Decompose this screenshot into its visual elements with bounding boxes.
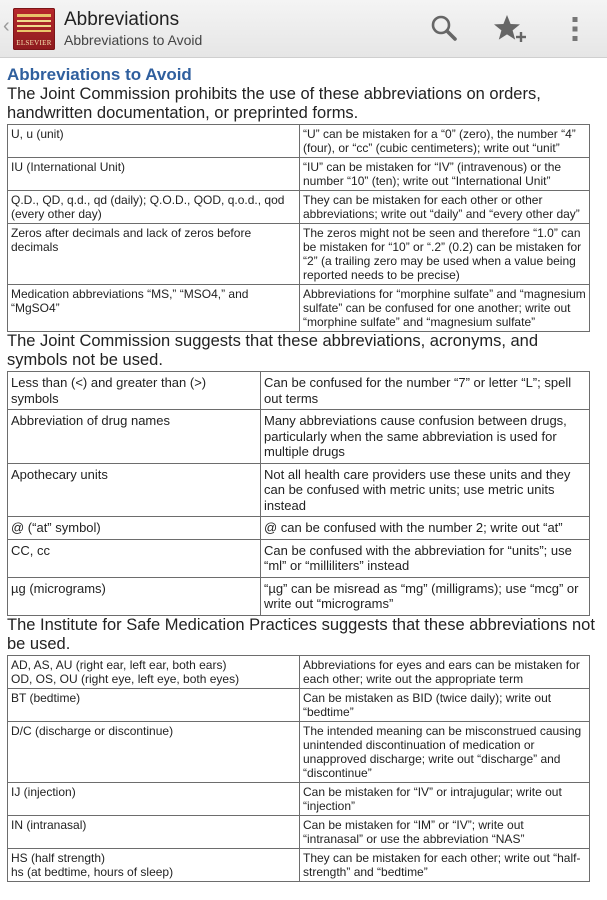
- table-row: [8, 688, 590, 721]
- section1-intro: The Joint Commission prohibits the use of these abbreviations on orders, handwritten documentation, or preprinted forms.: [7, 85, 541, 122]
- reason-cell: “µg” can be misread as “mg” (milligrams); use “mcg” or write out “micrograms”: [261, 577, 590, 615]
- table-row: [8, 125, 590, 158]
- abbreviation-cell: [8, 721, 300, 782]
- table-row: [8, 517, 590, 540]
- table-row: [8, 463, 590, 517]
- table-row: [8, 815, 590, 848]
- table-row: [8, 410, 590, 464]
- logo-brand-text: ELSEVIER: [16, 39, 52, 47]
- reason-cell: The intended meaning can be misconstrued causing unintended discontinuation of medication or unapproved discharge; write out “discharge” and “discontinue”: [300, 721, 590, 782]
- abbreviation-line: OD, OS, OU (right eye, left eye, both eyes): [11, 671, 240, 686]
- ismp-abbreviations-table: [7, 655, 590, 882]
- reason-cell: They can be mistaken for each other or other abbreviations; write out “daily” and “every other day”: [300, 191, 590, 224]
- table-row: [8, 655, 590, 688]
- abbreviation-cell: [8, 848, 300, 881]
- table-row: [8, 285, 590, 332]
- chevron-left-icon[interactable]: ‹: [3, 15, 10, 37]
- abbreviation-cell: CC, cc: [8, 539, 261, 577]
- reason-cell: Can be mistaken for “IV” or intrajugular; write out “injection”: [300, 782, 590, 815]
- abbreviation-cell: [8, 688, 300, 721]
- abbreviation-cell: U, u (unit): [8, 125, 300, 158]
- abbreviation-cell: [8, 815, 300, 848]
- reason-cell: They can be mistaken for each other; write out “half-strength” and “bedtime”: [300, 848, 590, 881]
- abbreviation-line: IJ (injection): [11, 784, 76, 799]
- abbreviation-line: AD, AS, AU (right ear, left ear, both ears): [11, 657, 227, 672]
- table-row: [8, 782, 590, 815]
- abbreviation-cell: Zeros after decimals and lack of zeros before decimals: [8, 224, 300, 285]
- reason-cell: Not all health care providers use these units and they can be confused with metric units; use metric units instead: [261, 463, 590, 517]
- reason-cell: “U” can be mistaken for a “0” (zero), the number “4” (four), or “cc” (cubic centimeters); write out “unit”: [300, 125, 590, 158]
- abbreviation-cell: IU (International Unit): [8, 158, 300, 191]
- suggested-abbreviations-table: [7, 371, 590, 616]
- app-title: Abbreviations: [64, 9, 180, 30]
- reason-cell: Many abbreviations cause confusion between drugs, particularly when the same abbreviation is used for multiple drugs: [261, 410, 590, 464]
- table-row: [8, 372, 590, 410]
- table-row: [8, 158, 590, 191]
- abbreviation-line: D/C (discharge or discontinue): [11, 723, 174, 738]
- app-subtitle: Abbreviations to Avoid: [64, 32, 203, 48]
- reason-cell: The zeros might not be seen and therefore “1.0” can be mistaken for “10” or “.2” (0.2) can be mistaken for “2” (a trailing zero may be used when a value being reported needs to be precise): [300, 224, 590, 285]
- reason-cell: “IU” can be mistaken for “IV” (intravenous) or the number “10” (ten); write out “International Unit”: [300, 158, 590, 191]
- table-row: [8, 539, 590, 577]
- reason-cell: Can be confused for the number “7” or letter “L”; spell out terms: [261, 372, 590, 410]
- abbreviation-cell: @ (“at” symbol): [8, 517, 261, 540]
- table-row: [8, 191, 590, 224]
- action-bar: [0, 0, 607, 58]
- app-logo[interactable]: [13, 8, 55, 50]
- search-button[interactable]: [429, 13, 461, 45]
- abbreviation-cell: Abbreviation of drug names: [8, 410, 261, 464]
- table-row: [8, 848, 590, 881]
- abbreviation-cell: µg (micrograms): [8, 577, 261, 615]
- reason-cell: @ can be confused with the number 2; write out “at”: [261, 517, 590, 540]
- table-row: [8, 721, 590, 782]
- abbreviation-cell: Apothecary units: [8, 463, 261, 517]
- table-row: [8, 577, 590, 615]
- overflow-menu-button[interactable]: [559, 13, 591, 45]
- abbreviation-line: hs (at bedtime, hours of sleep): [11, 864, 174, 879]
- add-favorite-button[interactable]: [493, 13, 525, 45]
- overflow-menu-icon: [559, 13, 591, 45]
- abbreviation-line: HS (half strength): [11, 850, 106, 865]
- abbreviation-cell: Less than (<) and greater than (>) symbols: [8, 372, 261, 410]
- section3-intro: The Institute for Safe Medication Practices suggests that these abbreviations not be used.: [7, 615, 595, 653]
- reason-cell: Abbreviations for “morphine sulfate” and “magnesium sulfate” can be confused for one another; write out “morphine sulfate” and “magnesium sulfate”: [300, 285, 590, 332]
- abbreviation-cell: [8, 655, 300, 688]
- reason-cell: Can be mistaken for “IM” or “IV”; write out “intranasal” or use the abbreviation “NAS”: [300, 815, 590, 848]
- star-add-icon: [493, 13, 527, 45]
- table-row: [8, 224, 590, 285]
- abbreviation-cell: [8, 782, 300, 815]
- reason-cell: Abbreviations for eyes and ears can be mistaken for each other; write out the appropriate term: [300, 655, 590, 688]
- abbreviation-line: IN (intranasal): [11, 817, 87, 832]
- abbreviation-cell: Medication abbreviations “MS,” “MSO4,” and “MgSO4”: [8, 285, 300, 332]
- reason-cell: Can be mistaken as BID (twice daily); write out “bedtime”: [300, 688, 590, 721]
- article-content[interactable]: [0, 58, 607, 882]
- abbreviation-cell: Q.D., QD, q.d., qd (daily); Q.O.D., QOD, q.o.d., qod (every other day): [8, 191, 300, 224]
- abbreviation-line: BT (bedtime): [11, 690, 81, 705]
- page-heading: Abbreviations to Avoid: [7, 65, 192, 84]
- search-icon: [429, 13, 461, 45]
- section2-intro: The Joint Commission suggests that these abbreviations, acronyms, and symbols not be used.: [7, 332, 539, 369]
- prohibited-abbreviations-table: [7, 124, 590, 332]
- reason-cell: Can be confused with the abbreviation for “units”; use “ml” or “milliliters” instead: [261, 539, 590, 577]
